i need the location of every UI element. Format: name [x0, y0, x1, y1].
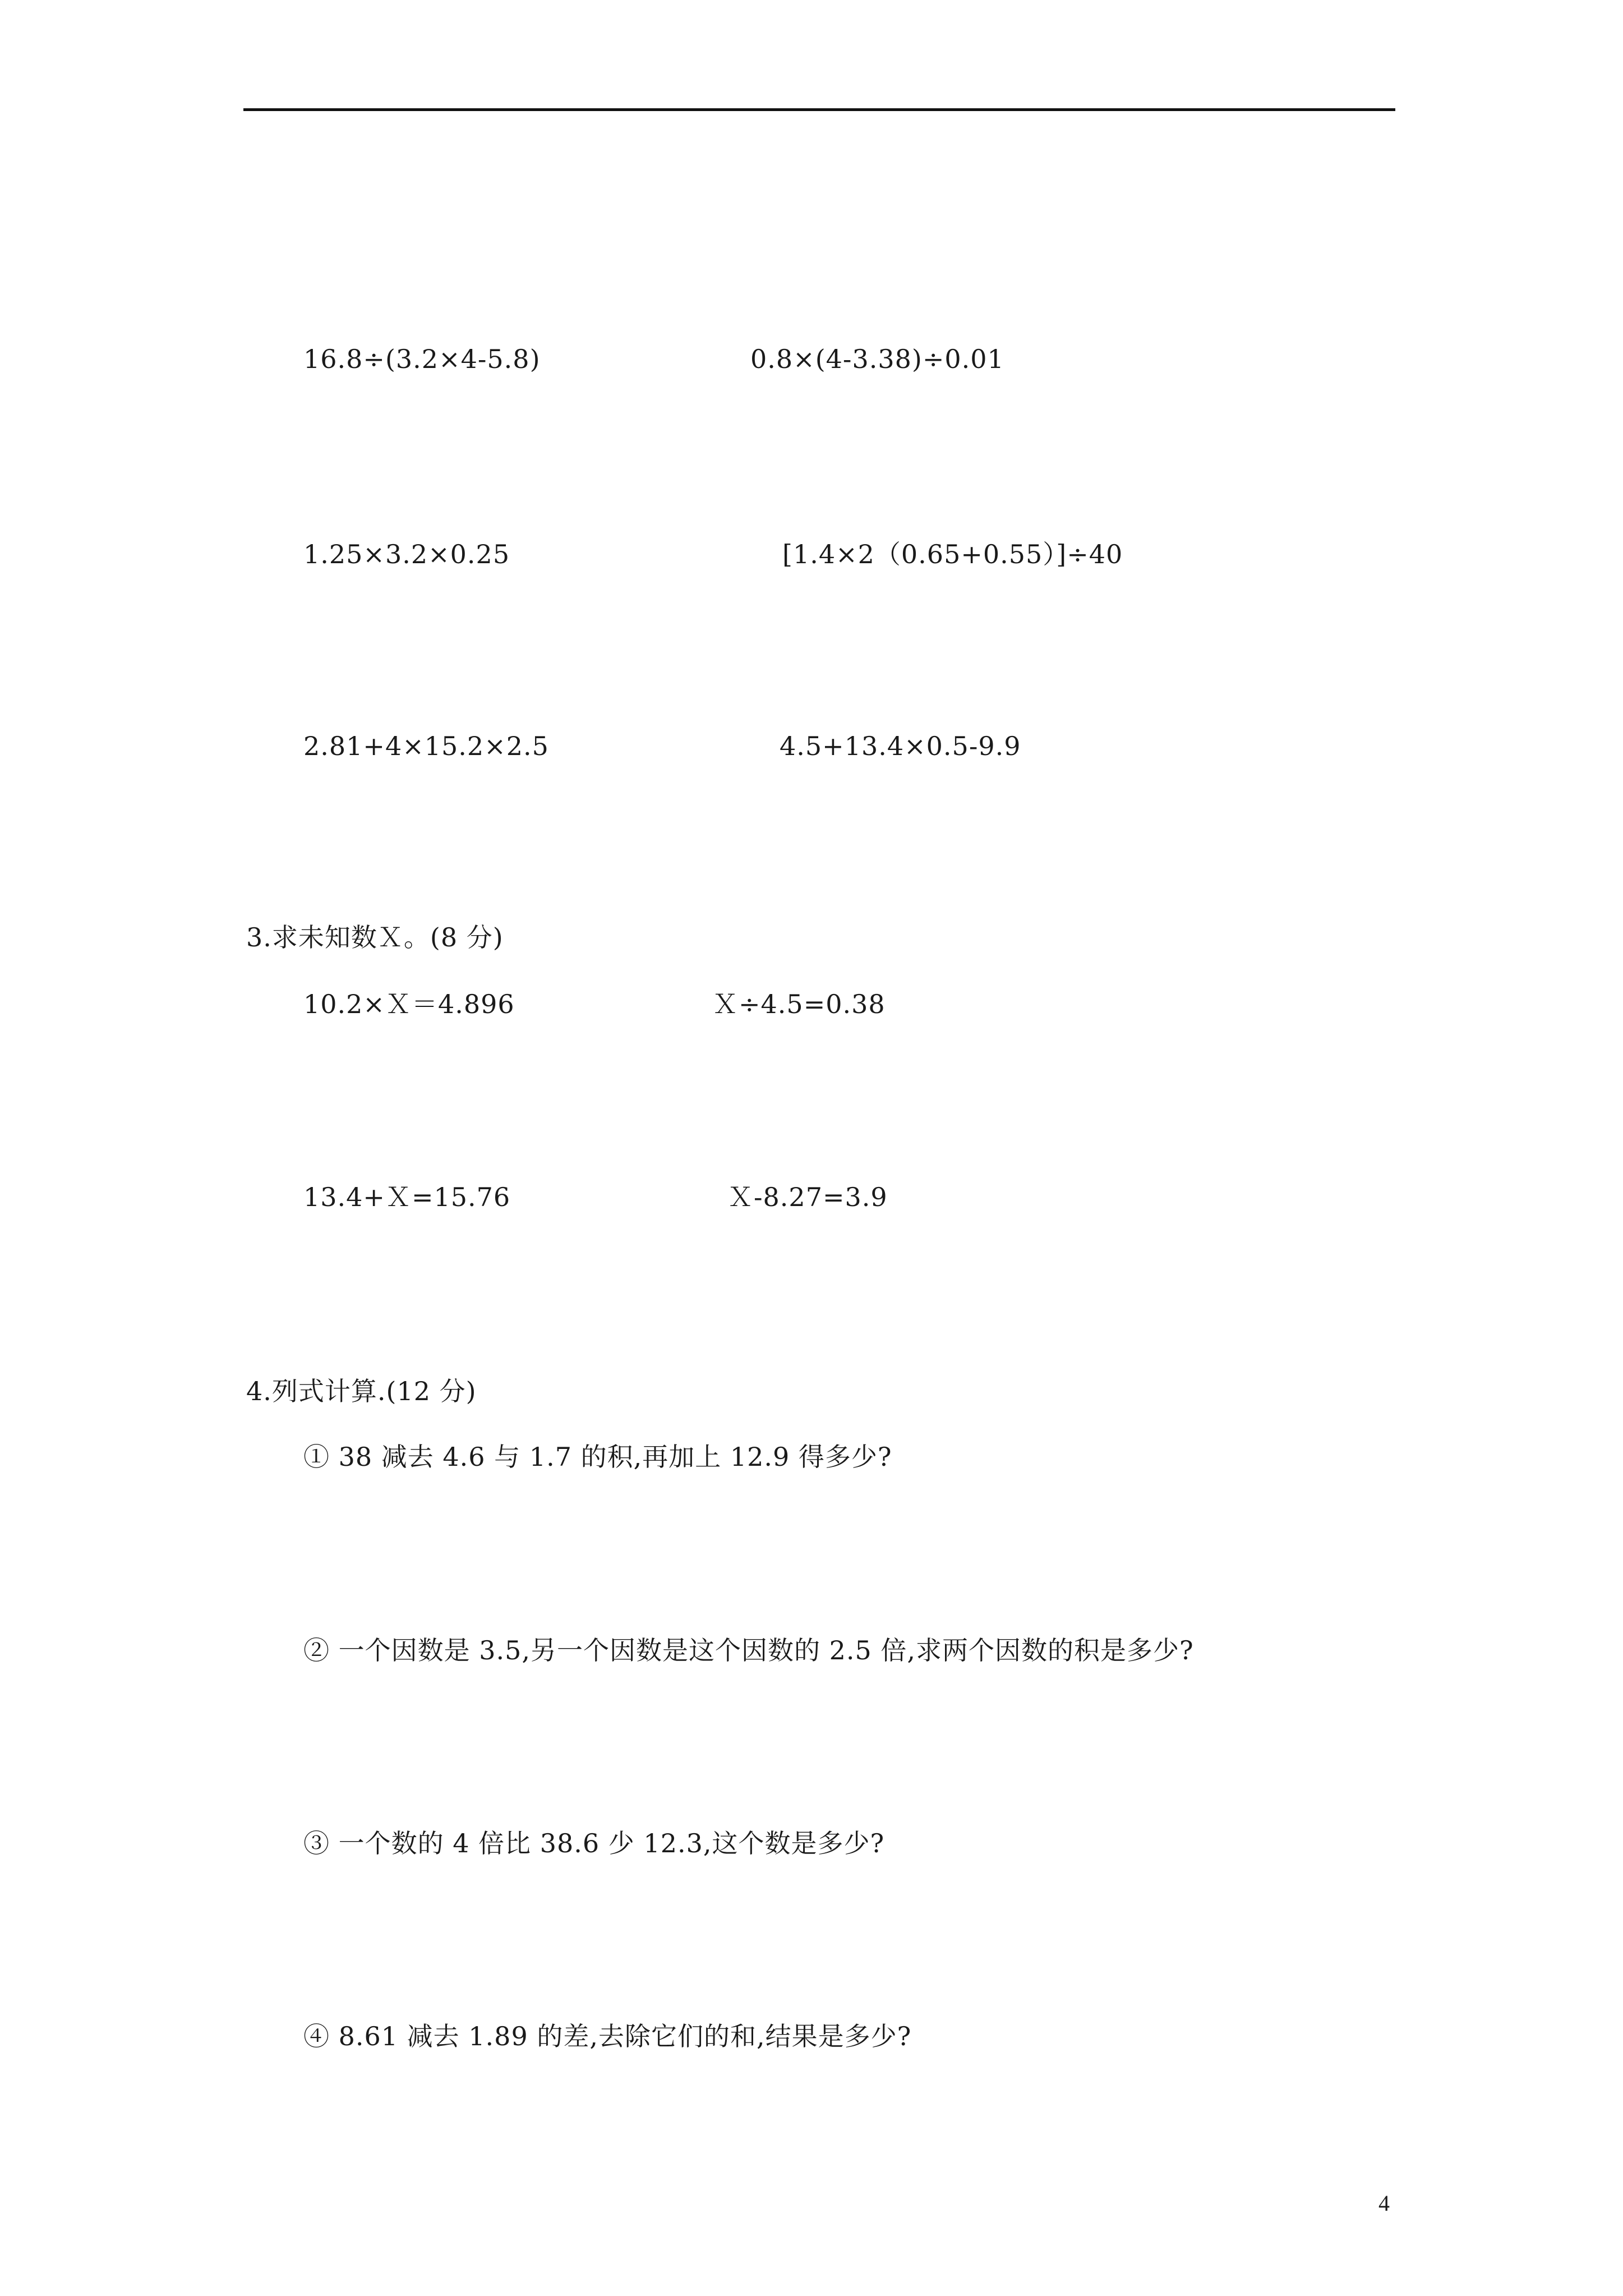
equation: 13.4+Ｘ=15.76: [303, 1182, 511, 1212]
header-rule: [243, 108, 1395, 111]
expression: 16.8÷(3.2×4-5.8): [303, 344, 541, 374]
section-4-heading: 4.列式计算.(12 分): [246, 1376, 477, 1406]
expression: [1.4×2（0.65+0.55）]÷40: [782, 539, 1123, 569]
expression: 4.5+13.4×0.5-9.9: [780, 731, 1021, 761]
equation: 10.2×Ｘ＝4.896: [303, 989, 515, 1019]
equation: Ｘ-8.27=3.9: [727, 1182, 888, 1212]
section-3-heading: 3.求未知数Ｘ。(8 分): [246, 922, 504, 953]
equation: Ｘ÷4.5=0.38: [712, 989, 886, 1019]
word-problem: ② 一个因数是 3.5,另一个因数是这个因数的 2.5 倍,求两个因数的积是多少?: [303, 1635, 1194, 1665]
expression: 0.8×(4-3.38)÷0.01: [750, 344, 1004, 374]
word-problem: ④ 8.61 减去 1.89 的差,去除它们的和,结果是多少?: [303, 2021, 912, 2051]
expression: 1.25×3.2×0.25: [303, 539, 510, 569]
expression: 2.81+4×15.2×2.5: [303, 731, 549, 761]
page-number: 4: [1378, 2191, 1390, 2216]
word-problem: ① 38 减去 4.6 与 1.7 的积,再加上 12.9 得多少?: [303, 1442, 892, 1472]
word-problem: ③ 一个数的 4 倍比 38.6 少 12.3,这个数是多少?: [303, 1828, 885, 1858]
